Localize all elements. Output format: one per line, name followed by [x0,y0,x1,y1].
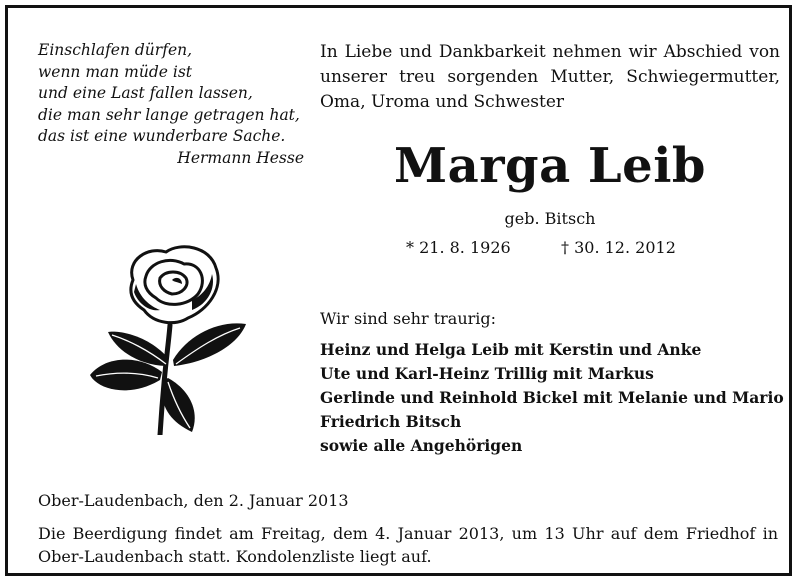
mourner: Heinz und Helga Leib mit Kerstin und Anke [320,340,702,359]
mourner: sowie alle Angehörigen [320,436,523,455]
poem-line: und eine Last fallen lassen, [38,84,253,102]
intro-text: In Liebe und Dankbarkeit nehmen wir Abschied von unserer treu sorgenden Mutter, Schwiegermutter, Oma, Uroma und Schwester [320,42,780,112]
death-date: † 30. 12. 2012 [561,238,676,257]
funeral-notice: Die Beerdigung findet am Freitag, dem 4. Januar 2013, um 13 Uhr auf dem Friedhof in Ober-Laudenbach statt. Kondolenzliste liegt auf. [38,524,778,566]
mourner: Ute und Karl-Heinz Trillig mit Markus [320,364,654,383]
poem-line: Einschlafen dürfen, [38,41,193,59]
poem-line: die man sehr lange getragen hat, [38,105,300,124]
obituary-frame [5,5,792,576]
place-date: Ober-Laudenbach, den 2. Januar 2013 [38,491,349,510]
rose-icon [88,240,253,435]
mourner: Gerlinde und Reinhold Bickel mit Melanie und Mario [320,388,784,407]
mourner: Friedrich Bitsch [320,412,462,431]
deceased-name: Marga Leib [394,138,706,194]
mourners-list [320,338,790,458]
poem-author: Hermann Hesse [177,148,304,167]
sadness-line: Wir sind sehr traurig: [320,309,497,328]
poem-line: das ist eine wunderbare Sache. [38,127,286,145]
poem [38,40,308,169]
birth-date: * 21. 8. 1926 [406,238,511,257]
poem-line: wenn man müde ist [38,62,193,81]
maiden-name: geb. Bitsch [504,209,596,228]
